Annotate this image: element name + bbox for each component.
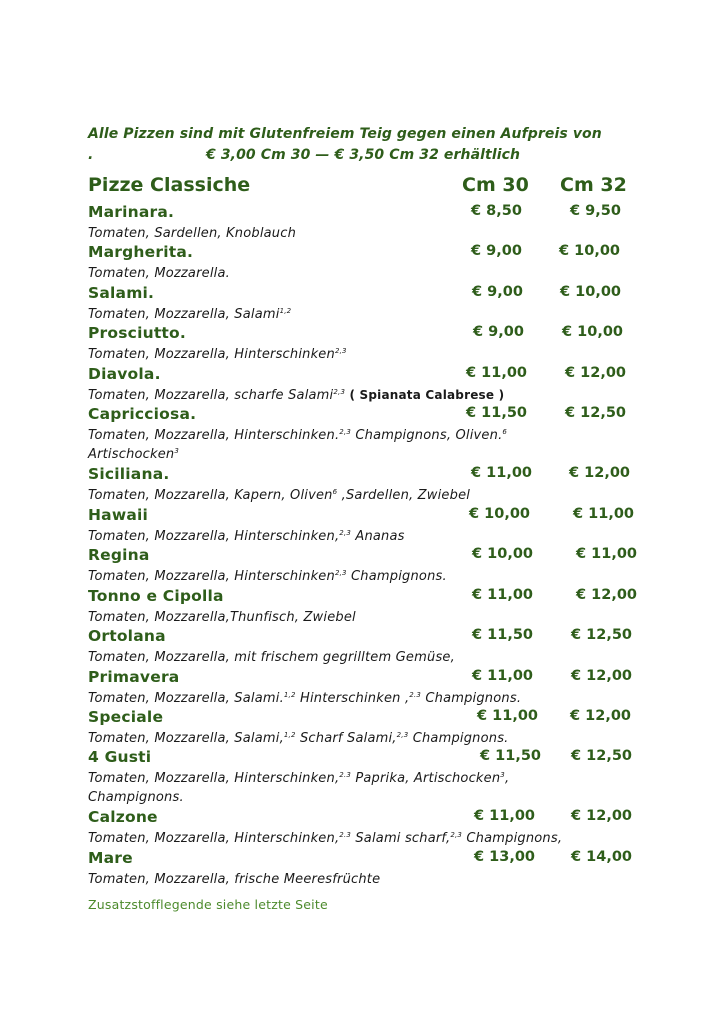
item-description: Tomaten, Mozzarella, Hinterschinken,$^{2.3}$ Paprika, Artischocken$^3$, Champignons. xyxy=(88,771,510,805)
item-description: Tomaten, Mozzarella, scharfe Salami$^{2,3}$ ( Spianata Calabrese ) xyxy=(88,388,505,403)
gluten-free-note xyxy=(88,124,648,166)
item-description: Tomaten, Mozzarella, Hinterschinken.$^{2,3}$ Champignons, Oliven.$^6$ Artischocken$^3$ xyxy=(88,428,508,462)
additives-legend-note: Zusatzstofflegende siehe letzte Seite xyxy=(88,897,328,912)
item-name: Ortolana xyxy=(88,627,166,645)
price-30: € 8,50 xyxy=(471,203,522,219)
size-32-header: Cm 32 xyxy=(560,174,627,196)
price-32: € 10,00 xyxy=(560,284,622,300)
price-30: € 9,00 xyxy=(472,284,523,300)
item-name: Hawaii xyxy=(88,506,149,524)
item-name: Salami. xyxy=(88,284,155,302)
item-description: Tomaten, Mozzarella,Thunfisch, Zwiebel xyxy=(88,610,356,625)
item-description: Tomaten, Sardellen, Knoblauch xyxy=(88,226,297,241)
price-32: € 12,00 xyxy=(565,365,627,381)
item-description: Tomaten, Mozzarella, Kapern, Oliven$^6$ ,Sardellen, Zwiebel xyxy=(88,488,471,503)
price-32: € 12,50 xyxy=(571,627,633,643)
gluten-free-note-dot: . xyxy=(88,147,94,163)
extra-note: ( Spianata Calabrese ) xyxy=(349,388,505,402)
item-name: 4 Gusti xyxy=(88,748,152,766)
item-name: Calzone xyxy=(88,808,158,826)
item-name: Regina xyxy=(88,546,150,564)
price-32: € 9,50 xyxy=(570,203,621,219)
price-30: € 11,50 xyxy=(480,748,542,764)
price-32: € 14,00 xyxy=(571,849,633,865)
item-name: Diavola. xyxy=(88,365,161,383)
price-30: € 13,00 xyxy=(474,849,536,865)
price-32: € 10,00 xyxy=(562,324,624,340)
item-description: Tomaten, Mozzarella, Salami.$^{1,2}$ Hinterschinken ,$^{2.3}$ Champignons. xyxy=(88,691,522,706)
price-30: € 11,00 xyxy=(471,465,533,481)
item-name: Mare xyxy=(88,849,133,867)
price-32: € 12,00 xyxy=(571,808,633,824)
price-30: € 11,50 xyxy=(472,627,534,643)
price-32: € 12,00 xyxy=(576,587,638,603)
item-name: Margherita. xyxy=(88,243,194,261)
item-description: Tomaten, Mozzarella, Salami,$^{1,2}$ Scharf Salami,$^{2,3}$ Champignons. xyxy=(88,731,509,746)
item-description: Tomaten, Mozzarella, frische Meeresfrüchte xyxy=(88,872,381,887)
item-name: Speciale xyxy=(88,708,164,726)
item-name: Capricciosa. xyxy=(88,405,197,423)
price-30: € 10,00 xyxy=(469,506,531,522)
price-30: € 11,00 xyxy=(472,587,534,603)
item-description: Tomaten, Mozzarella, Hinterschinken$^{2,3}$ Champignons. xyxy=(88,569,447,584)
price-30: € 11,00 xyxy=(474,808,536,824)
price-32: € 11,00 xyxy=(573,506,635,522)
item-description: Tomaten, Mozzarella. xyxy=(88,266,230,281)
price-30: € 9,00 xyxy=(471,243,522,259)
gluten-free-note-line1: Alle Pizzen sind mit Glutenfreiem Teig gegen einen Aufpreis von xyxy=(88,126,602,142)
item-description: Tomaten, Mozzarella, Hinterschinken$^{2,3}$ xyxy=(88,347,347,362)
item-name: Prosciutto. xyxy=(88,324,186,342)
price-32: € 12,00 xyxy=(571,668,633,684)
price-32: € 11,00 xyxy=(576,546,638,562)
price-32: € 12,50 xyxy=(571,748,633,764)
item-name: Primavera xyxy=(88,668,180,686)
section-header xyxy=(88,174,648,202)
item-name: Siciliana. xyxy=(88,465,170,483)
price-30: € 11,00 xyxy=(466,365,528,381)
price-32: € 12,00 xyxy=(570,708,632,724)
item-description: Tomaten, Mozzarella, Salami$^{1,2}$ xyxy=(88,307,292,322)
item-name: Marinara. xyxy=(88,203,175,221)
gluten-free-note-line2: € 3,00 Cm 30 — € 3,50 Cm 32 erhältlich xyxy=(206,147,521,163)
item-name: Tonno e Cipolla xyxy=(88,587,224,605)
price-30: € 11,00 xyxy=(472,668,534,684)
price-30: € 10,00 xyxy=(472,546,534,562)
size-30-header: Cm 30 xyxy=(462,174,529,196)
price-32: € 10,00 xyxy=(559,243,621,259)
price-30: € 11,00 xyxy=(477,708,539,724)
item-description: Tomaten, Mozzarella, Hinterschinken,$^{2,3}$ Ananas xyxy=(88,529,405,544)
item-description: Tomaten, Mozzarella, Hinterschinken,$^{2.3}$ Salami scharf,$^{2,3}$ Champignons, xyxy=(88,831,563,846)
section-title: Pizze Classiche xyxy=(88,174,251,196)
price-30: € 11,50 xyxy=(466,405,528,421)
price-30: € 9,00 xyxy=(473,324,524,340)
price-32: € 12,00 xyxy=(569,465,631,481)
item-description: Tomaten, Mozzarella, mit frischem gegrilltem Gemüse, xyxy=(88,650,455,665)
price-32: € 12,50 xyxy=(565,405,627,421)
